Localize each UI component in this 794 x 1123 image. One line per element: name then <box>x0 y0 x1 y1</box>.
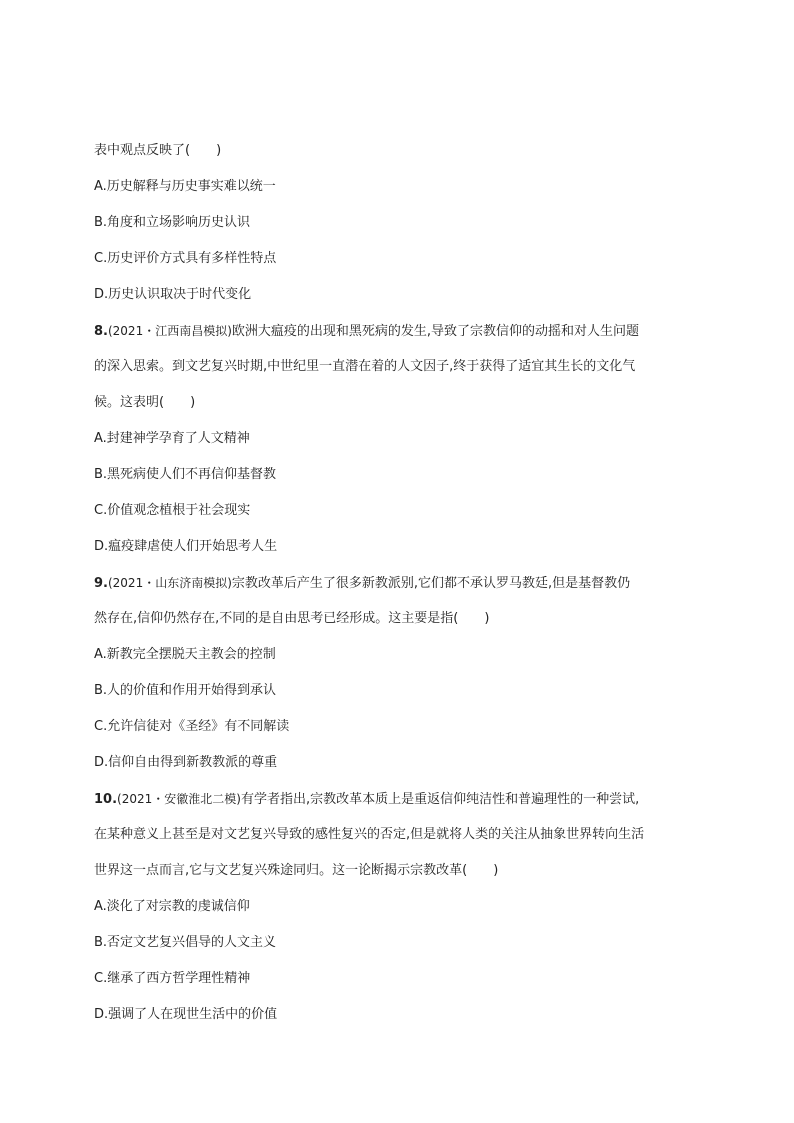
q9-option-b: B.人的价值和作用开始得到承认 <box>94 683 277 698</box>
q7-stem-tail: 表中观点反映了( ) <box>94 143 222 158</box>
q8-stem-line2: 的深入思索。到文艺复兴时期,中世纪里一直潜在着的人文因子,终于获得了适宜其生长的文化气 <box>94 359 636 374</box>
q8-option-d: D.瘟疫肆虐使人们开始思考人生 <box>94 539 278 554</box>
q9-stem-line1 <box>94 574 704 593</box>
q9-text-1: 宗教改革后产生了很多新教派别,它们都不承认罗马教廷,但是基督教仍 <box>231 576 631 591</box>
q8-option-a: A.封建神学孕育了人文精神 <box>94 431 250 446</box>
q8-option-b: B.黑死病使人们不再信仰基督教 <box>94 467 277 482</box>
q10-option-c: C.继承了西方哲学理性精神 <box>94 971 251 986</box>
q10-option-b: B.否定文艺复兴倡导的人文主义 <box>94 935 277 950</box>
q9-number: 9. <box>94 576 108 591</box>
q10-option-d: D.强调了人在现世生活中的价值 <box>94 1007 278 1022</box>
q7-option-a: A.历史解释与历史事实难以统一 <box>94 179 276 194</box>
q8-number: 8. <box>94 324 108 339</box>
q9-source: (2021・山东济南模拟) <box>107 576 232 590</box>
q10-number: 10. <box>94 792 118 807</box>
q7-option-b: B.角度和立场影响历史认识 <box>94 215 251 230</box>
q9-option-c: C.允许信徒对《圣经》有不同解读 <box>94 719 290 734</box>
q8-text-1: 欧洲大瘟疫的出现和黑死病的发生,导致了宗教信仰的动摇和对人生问题 <box>231 324 640 339</box>
q7-option-c: C.历史评价方式具有多样性特点 <box>94 251 277 266</box>
q10-option-a: A.淡化了对宗教的虔诚信仰 <box>94 899 250 914</box>
q8-option-c: C.价值观念植根于社会现实 <box>94 503 251 518</box>
q9-option-d: D.信仰自由得到新教教派的尊重 <box>94 755 278 770</box>
q8-stem-line1 <box>94 322 704 341</box>
q9-stem-line2: 然存在,信仰仍然存在,不同的是自由思考已经形成。这主要是指( ) <box>94 611 490 626</box>
q10-text-1: 有学者指出,宗教改革本质上是重返信仰纯洁性和普遍理性的一种尝试, <box>240 792 640 807</box>
q8-source: (2021・江西南昌模拟) <box>107 324 232 338</box>
q10-stem-line1 <box>94 790 704 809</box>
q10-stem-line3: 世界这一点而言,它与文艺复兴殊途同归。这一论断揭示宗教改革( ) <box>94 863 499 878</box>
q10-stem-line2: 在某种意义上甚至是对文艺复兴导致的感性复兴的否定,但是就将人类的关注从抽象世界转向生活 <box>94 827 645 842</box>
q7-option-d: D.历史认识取决于时代变化 <box>94 287 252 302</box>
q8-stem-line3: 候。这表明( ) <box>94 395 196 410</box>
q10-source: (2021・安徽淮北二模) <box>117 792 241 806</box>
q9-option-a: A.新教完全摆脱天主教会的控制 <box>94 647 276 662</box>
